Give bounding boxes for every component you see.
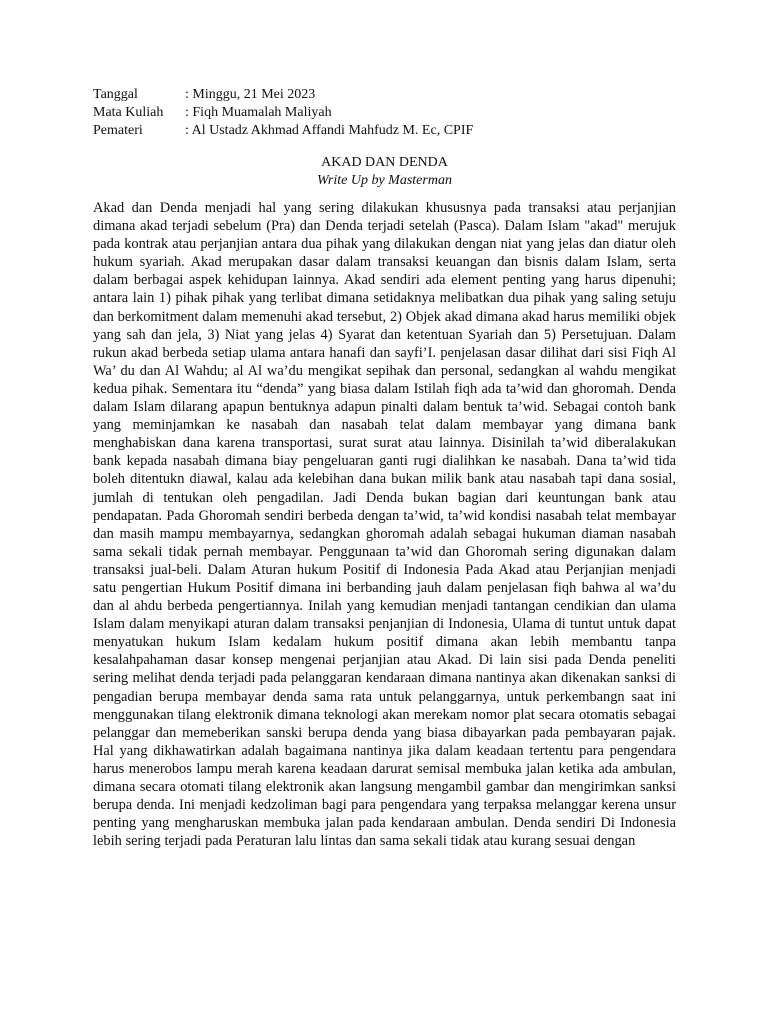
document-subtitle: Write Up by Masterman (317, 173, 452, 188)
meta-value-date: : Minggu, 21 Mei 2023 (185, 87, 316, 102)
meta-row-date (93, 86, 676, 104)
meta-row-course (93, 104, 676, 122)
meta-block (93, 86, 676, 140)
meta-label-course: Mata Kuliah (93, 105, 164, 120)
document-page (93, 86, 676, 865)
meta-value-course: : Fiqh Muamalah Maliyah (185, 105, 332, 120)
meta-label-speaker: Pemateri (93, 123, 143, 138)
body-paragraph: Akad dan Denda menjadi hal yang sering dilakukan khususnya pada transaksi atau perjanjian dimana akad terjadi sebelum (Pra) dan Denda terjadi setelah (Pasca). Dalam Islam "akad" merujuk pada kontrak atau perjanjian antara dua pihak yang dilakukan dengan niat yang jelas dan diatur oleh hukum syariah. Akad merupakan dasar dalam transaksi keuangan dan bisnis dalam Islam, serta dalam berbagai aspek kehidupan lainnya. Akad sendiri ada element penting yang harus dipenuhi; antara lain 1) pihak pihak yang terlibat dimana setidaknya melibatkan dua pihak yang saling setuju dan berkomitment dalam memenuhi akad tersebut, 2) Objek akad dimana akad harus memiliki objek yang sah dan jela, 3) Niat yang jelas 4) Syarat dan ketentuan Syariah dan 5) Persetujuan. Dalam rukun akad berbeda setiap ulama antara hanafi dan sayfi’I. penjelasan dasar dilihat dari sisi Fiqh Al Wa’ du dan Al Wahdu; al Al wa’du mengikat sepihak dan personal, sedangkan al wahdu mengikat kedua pihak. Sementara itu “denda” yang biasa dalam Istilah fiqh ada ta’wid dan ghoromah. Denda dalam Islam dilarang apapun bentuknya adapun pinalti dalam bentuk ta’wid. Sebagai contoh bank yang meminjamkan ke nasabah dan nasabah telat dalam membayar yang dimana bank menghabiskan dana karena transportasi, surat surat atau lainnya. Disinilah ta’wid diberalakukan bank kepada nasabah dimana biay pengeluaran ganti rugi dialihkan ke nasabah. Dana ta’wid tida boleh ditentukn diawal, kalau ada kelebihan dana bukan milik bank atau nasabah tapi dana sosial, jumlah di tentukan oleh pengadilan. Jadi Denda bukan bagian dari keuntungan bank atau pendapatan. Pada Ghoromah sendiri berbeda dengan ta’wid, ta’wid kondisi nasabah telat membayar dan masih mampu membayarnya, sedangkan ghoromah adalah sebagai hukuman diaman nasabah sama sekali tidak pernah membayar. Penggunaan ta’wid dan Ghoromah sering digunakan dalam transaksi jual-beli. Dalam Aturan hukum Positif di Indonesia Pada Akad atau Perjanjian menjadi satu pengertian Hukum Positif dimana ini berbanding jauh dalam penjelasan fiqh bahwa al wa’du dan al ahdu berbeda pengertiannya. Inilah yang kemudian menjadi tantangan cendikian dan ulama Islam dalam menyikapi aturan dalam transaksi penjanjian di Indonesia, Ulama di tuntut untuk dapat menyatukan hukum Islam kedalam hukum positif dimana akan lebih membantu tanpa kesalahpahaman dasar konsep mengenai perjanjian atau Akad. Di lain sisi pada Denda peneliti sering melihat denda terjadi pada pelanggaran kendaraan dimana nantinya akan dikenakan sanksi di pengadian berupa membayar denda sama rata untuk pelanggarnya, untuk perkembangn saat ini menggunakan tilang elektronik dimana teknologi akan merekam nomor plat secara otomatis sebagai pelanggar dan memeberikan sanski berupa denda yang biasa dibayarkan pada pembayaran pajak. Hal yang dikhawatirkan adalah bagaimana nantinya jika dalam keadaan tertentu para pengendara harus menerobos lampu merah karena keadaan darurat semisal membuka jalan ketika ada ambulan, dimana secara otomati tilang elektronik akan langsung mengambil gambar dan mengirimkan sanksi berupa denda. Ini menjadi kedzoliman bagi para pengendara yang terpaksa melanggar kerena unsur penting yang mengharuskan membuka jalan pada kendaraan ambulan. Denda sendiri Di Indonesia lebih sering terjadi pada Peraturan lalu lintas dan sama sekali tidak atau kurang sesuai dengan (93, 200, 676, 850)
document-title: AKAD DAN DENDA (321, 155, 448, 170)
meta-row-speaker (93, 122, 676, 140)
meta-value-speaker: : Al Ustadz Akhmad Affandi Mahfudz M. Ec, CPIF (185, 123, 474, 138)
meta-label-date: Tanggal (93, 87, 138, 102)
